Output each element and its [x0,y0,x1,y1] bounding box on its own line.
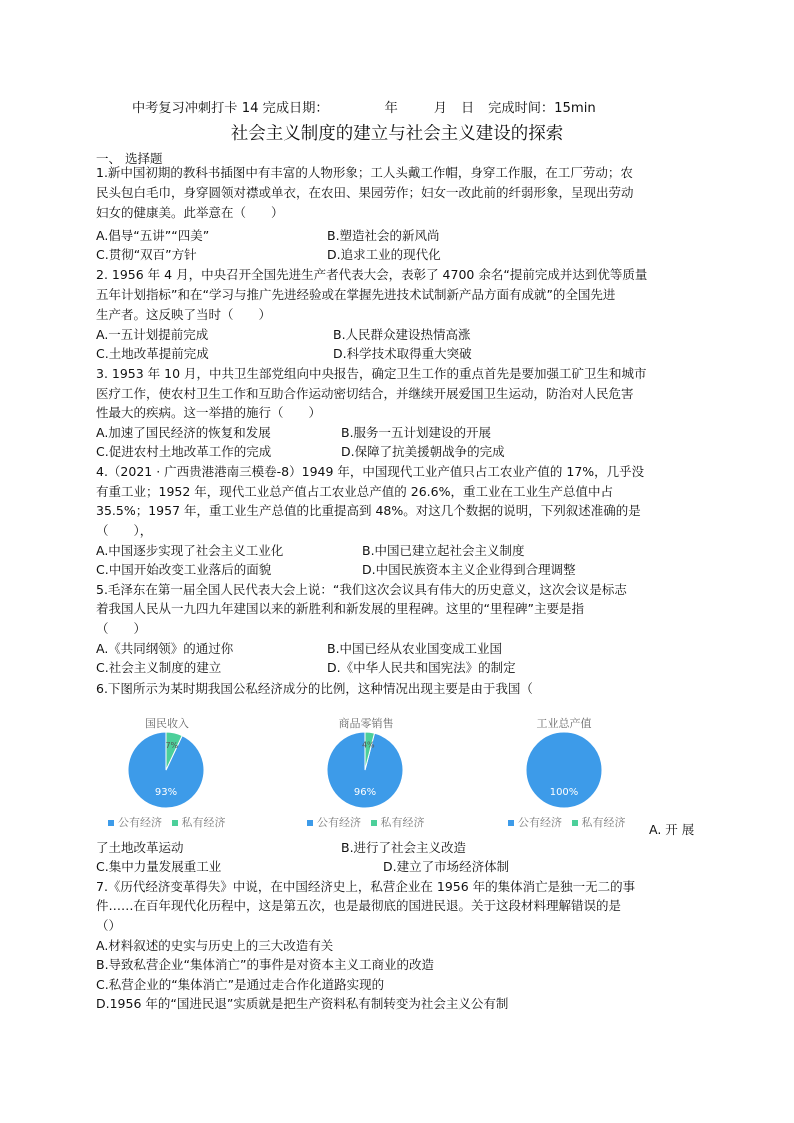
legend-label-public: 公有经济 [518,816,562,829]
text-line: 民头包白毛巾，身穿圆领对襟或单衣，在农田、果园劳作；妇女一改此前的纤弱形象，呈现出劳动 [96,185,634,200]
page-title: 社会主义制度的建立与社会主义建设的探索 [230,124,564,144]
text-line: A.中国逐步实现了社会主义工业化 [96,543,284,558]
legend [508,814,626,830]
text-line: B.服务一五计划建设的开展 [341,425,492,440]
text-line: C.促进农村土地改革工作的完成 [96,444,272,459]
text-line: （ ） [96,621,147,636]
section-heading: 一、 选择题 [96,151,163,166]
pie-data-label: 100% [549,786,579,798]
header-time: 完成时间：15min [488,101,596,116]
legend-swatch-public [108,820,114,826]
legend-label-private: 私有经济 [181,816,226,829]
text-line: A.材料叙述的史实与历史上的三大改造有关 [96,938,334,953]
text-line: D.中国民族资本主义企业得到合理调整 [362,562,576,577]
text-line: C.集中力量发展重工业 [96,859,222,874]
text-line: 5.毛泽东在第一届全国人民代表大会上说：“我们这次会议具有伟大的历史意义，这次会议是标志 [96,582,627,597]
text-line: 件……在百年现代化历程中，这是第五次，也是最彻底的国进民退。关于这段材料理解错误的是 [96,898,622,913]
text-line: A. 开 展 [649,822,695,837]
text-line: 7.《历代经济变革得失》中说，在中国经济史上，私营企业在 1956 年的集体消亡是独一无二的事 [96,879,636,894]
pie-title: 商品零销售 [338,717,394,730]
text-line: 性最大的疾病。这一举措的施行（ ） [96,405,322,420]
legend-label-public: 公有经济 [118,816,162,829]
text-line: 1.新中国初期的教科书插图中有丰富的人物形象；工人头戴工作帽，身穿工作服，在工厂劳动；农 [96,165,633,180]
text-line: 35.5%；1957 年，重工业生产总值的比重提高到 48%。对这几个数据的说明，下列叙述准确的是 [96,503,641,518]
legend-label-private: 私有经济 [581,816,626,829]
legend-swatch-public [508,820,514,826]
text-line: C.贯彻“双百”方针 [96,247,197,262]
text-line: C.社会主义制度的建立 [96,660,222,675]
pie-data-label: 93% [154,786,178,798]
header-year: 年 [384,101,398,116]
legend-swatch-private [572,820,578,826]
text-line: 着我国人民从一九四九年建国以来的新胜利和新发展的里程碑。这里的“里程碑”主要是指 [96,601,584,616]
text-line: D.追求工业的现代化 [327,247,441,262]
text-line: B.中国已经从农业国变成工业国 [327,641,503,656]
header-prefix: 中考复习冲刺打卡 14 完成日期： [132,101,329,116]
text-line: （ ）， [96,523,153,538]
text-line: A.加速了国民经济的恢复和发展 [96,425,271,440]
text-line: B.导致私营企业“集体消亡”的事件是对资本主义工商业的改造 [96,957,435,972]
pie-data-label: 7% [165,741,179,751]
text-line: 6.下图所示为某时期我国公私经济成分的比例，这种情况出现主要是由于我国（ [96,681,533,696]
text-line: 五年计划指标”和在“学习与推广先进经验或在掌握先进技术试制新产品方面有成就”的全国先进 [96,287,616,302]
legend-swatch-public [307,820,313,826]
text-line: D.1956 年的“国进民退”实质就是把生产资料私有制转变为社会主义公有制 [96,996,509,1011]
text-line: B.进行了社会主义改造 [341,840,467,855]
text-line: （） [96,918,122,933]
text-line: D.科学技术取得重大突破 [333,346,472,361]
text-line: D.《中华人民共和国宪法》的制定 [327,660,516,675]
pie-data-label: 96% [353,786,377,798]
text-line: 了土地改革运动 [96,840,184,855]
pie-title: 工业总产值 [536,717,592,730]
text-line: 4.（2021 · 广西贵港港南三模卷-8）1949 年，中国现代工业产值只占工农业产值的 17%，几乎没 [96,464,645,479]
text-line: 医疗工作，使农村卫生工作和互助合作运动密切结合，并继续开展爱国卫生运动，防治对人民危害 [96,386,634,401]
text-line: 3. 1953 年 10 月，中共卫生部党组向中央报告，确定卫生工作的重点首先是要加强工矿卫生和城市 [96,366,647,381]
text-line: A.《共同纲领》的通过你 [96,641,234,656]
text-line: B.塑造社会的新风尚 [327,228,440,243]
pie-data-label: 4% [361,740,375,750]
legend [307,814,425,830]
text-line: 生产者。这反映了当时（ ） [96,307,272,322]
legend [108,814,226,830]
pie-title: 国民收入 [145,717,189,730]
text-line: A.倡导“五讲”“四美” [96,228,210,243]
text-line: 2. 1956 年 4 月，中央召开全国先进生产者代表大会，表彰了 4700 余名“提前完成并达到优等质量 [96,267,648,282]
text-line: B.人民群众建设热情高涨 [333,327,471,342]
legend-swatch-private [172,820,178,826]
text-line: C.中国开始改变工业落后的面貌 [96,562,272,577]
text-line: D.建立了市场经济体制 [383,859,510,874]
text-line: D.保障了抗美援朝战争的完成 [341,444,505,459]
header-day: 日 [460,101,475,116]
legend-swatch-private [371,820,377,826]
text-line: C.土地改革提前完成 [96,346,209,361]
legend-label-public: 公有经济 [317,816,361,829]
text-line: C.私营企业的“集体消亡”是通过走合作化道路实现的 [96,977,385,992]
text-line: 妇女的健康美。此举意在（ ） [96,205,284,220]
legend-label-private: 私有经济 [380,816,425,829]
text-line: B.中国已建立起社会主义制度 [362,543,525,558]
text-line: 有重工业；1952 年，现代工业总产值占工农业总产值的 26.6%，重工业在工业生产总值中占 [96,484,613,499]
text-line: A.一五计划提前完成 [96,327,209,342]
header-month: 月 [433,101,447,116]
